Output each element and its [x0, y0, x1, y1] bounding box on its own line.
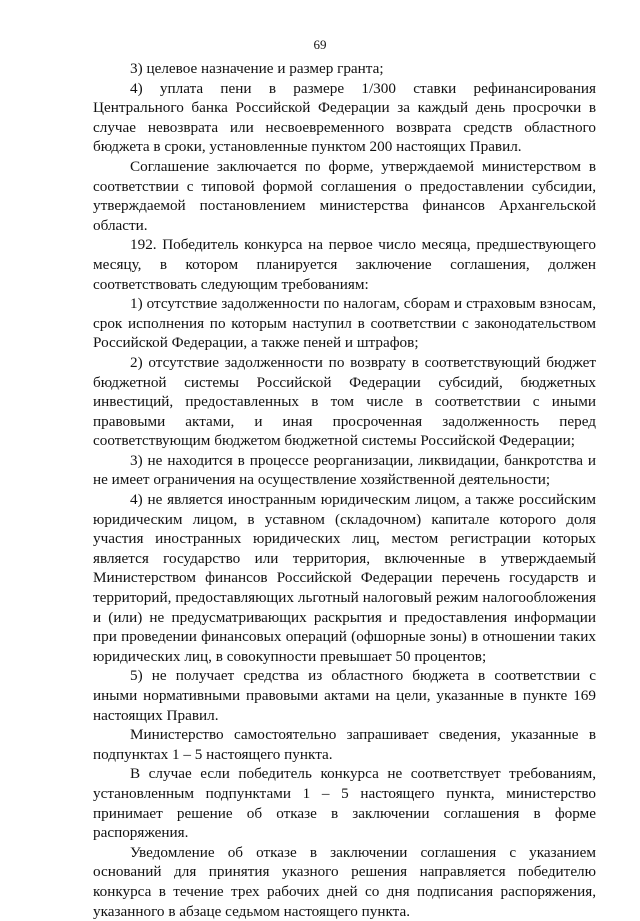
- paragraph-requirement-3: 3) не находится в процессе реорганизации, ликвидации, банкротства и не имеет ограничения на осуществление хозяйственной деятельности;: [93, 451, 596, 489]
- page-number: 69: [313, 37, 327, 52]
- paragraph-requirement-2: 2) отсутствие задолженности по возврату в соответствующий бюджет бюджетной системы Российской Федерации субсидий, бюджетных инвестиций, предоставленных в том числе в соответствии с иными правовыми актами, и иная просроченная задолженность перед соответствующим бюджетом бюджетной системы Российской Федерации;: [93, 353, 596, 450]
- paragraph-item-4-penalty: 4) уплата пени в размере 1/300 ставки рефинансирования Центрального банка Российской Федерации за каждый день просрочки в случае невозврата или несвоевременного возврата средств областного бюджета в сроки, установленные пунктом 200 настоящих Правил.: [93, 79, 596, 156]
- paragraph-ministry-requests: Министерство самостоятельно запрашивает сведения, указанные в подпунктах 1 – 5 настоящего пункта.: [93, 726, 596, 763]
- paragraph-refusal-notice: Уведомление об отказе в заключении соглашения с указанием оснований для принятия указного решения направляется победителю конкурса в течение трех рабочих дней со дня подписания распоряжения, указанного в абзаце седьмом настоящего пункта.: [93, 843, 596, 920]
- paragraph-clause-192: 192. Победитель конкурса на первое число месяца, предшествующего месяцу, в котором планируется заключение соглашения, должен соответствовать следующим требованиям:: [93, 236, 596, 293]
- paragraph-item-3-purpose: 3) целевое назначение и размер гранта;: [130, 60, 384, 77]
- paragraph-requirement-4: 4) не является иностранным юридическим лицом, а также российским юридическим лицом, в уставном (складочном) капитале которого доля участия иностранных юридических лиц, местом регистрации которых является государство или территория, включенные в утверждаемый Министерством финансов Российской Федерации перечень государств и территорий, предоставляющих льготный налоговый режим налогообложения и (или) не предусматривающих раскрытия и предоставления информации при проведении финансовых операций (офшорные зоны) в отношении таких юридических лиц, в совокупности превышает 50 процентов;: [93, 491, 596, 665]
- document-body: [93, 59, 596, 921]
- paragraph-refusal-decision: В случае если победитель конкурса не соответствует требованиям, установленным подпунктами 1 – 5 настоящего пункта, министерство принимает решение об отказе в заключении соглашения в форме распоряжения.: [93, 765, 596, 842]
- paragraph-requirement-5: 5) не получает средства из областного бюджета в соответствии с иными нормативными правовыми актами на цели, указанные в пункте 169 настоящих Правил.: [93, 667, 596, 724]
- paragraph-agreement-form: Соглашение заключается по форме, утверждаемой министерством в соответствии с типовой формой соглашения о предоставлении субсидии, утверждаемой постановлением министерства финансов Архангельской области.: [93, 157, 596, 234]
- paragraph-requirement-1: 1) отсутствие задолженности по налогам, сборам и страховым взносам, срок исполнения по которым наступил в соответствии с законодательством Российской Федерации, а также пеней и штрафов;: [93, 295, 596, 352]
